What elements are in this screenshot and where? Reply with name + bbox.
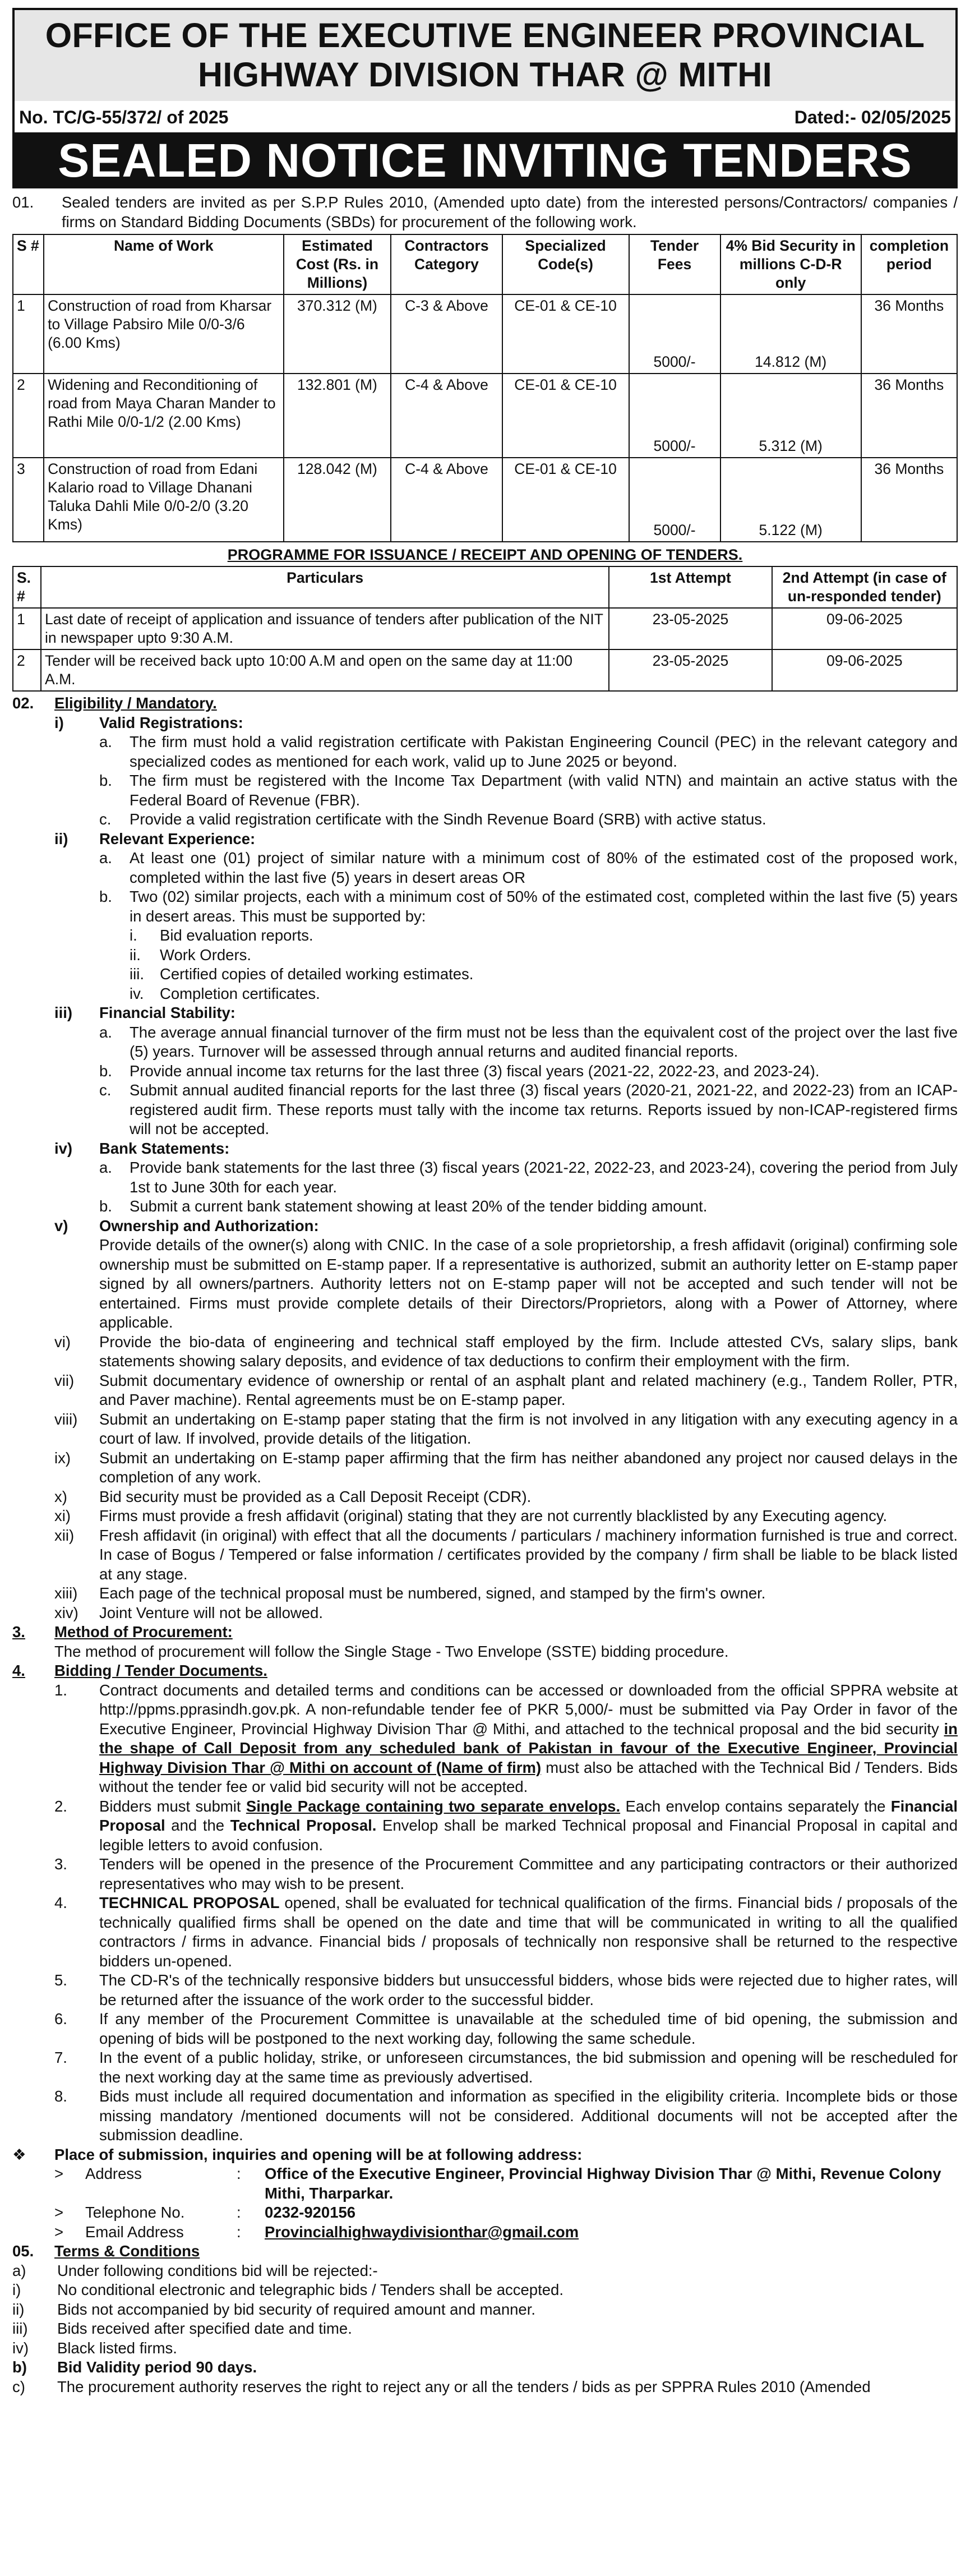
list-item	[12, 1236, 958, 1333]
col-serial: S #	[13, 234, 44, 294]
item-text: Firms must provide a fresh affidavit (original) stating that they are not currently blacklisted by any Executing agency.	[99, 1507, 888, 1524]
subsection-title: Relevant Experience:	[99, 830, 256, 847]
item-text: Bid Validity period 90 days.	[57, 2358, 257, 2376]
item-marker: b.	[99, 1062, 112, 1080]
list-item	[12, 1158, 958, 1197]
text-run: Contract documents and detailed terms and conditions can be accessed or downloaded from the official SPPRA website at http://ppms.pprasindh.gov.pk. A non-refundable tender fee of PKR 5,000/- must be submitted via Pay Order in favor of the Executive Engineer, Provincial Highway Division Thar @ Mithi, and attached to the technical proposal and the bid security	[99, 1681, 958, 1738]
list-item	[12, 1449, 958, 1487]
subsection-number: iv)	[54, 1139, 73, 1157]
table-row	[13, 374, 957, 458]
item-text: Bid security must be provided as a Call Deposit Receipt (CDR).	[99, 1487, 532, 1505]
cell-cost: 132.801 (M)	[284, 374, 391, 458]
cell-codes: CE-01 & CE-10	[502, 374, 629, 458]
telephone-label: Telephone No.	[85, 2204, 185, 2221]
cell-serial: 2	[13, 649, 41, 691]
col-particulars: Particulars	[41, 566, 609, 608]
text-run: Envelop shall be marked Technical proposal and Financial Proposal in capital and legible letters to avoid confusion.	[99, 1817, 958, 1854]
col-name-of-work: Name of Work	[44, 234, 284, 294]
list-item	[12, 1526, 958, 1584]
section-bidding-documents	[12, 1661, 958, 2145]
item-text: Completion certificates.	[160, 984, 320, 1002]
item-marker: b.	[99, 772, 112, 789]
item-text: If any member of the Procurement Committee is unavailable at the scheduled time of bid opening, the submission and opening of bids will be postponed to the next working day, following the same schedule.	[99, 2010, 958, 2047]
item-text	[99, 1797, 958, 1855]
list-item	[12, 1371, 958, 1410]
item-text: Submit an undertaking on E-stamp paper affirming that the firm has neither abandoned any project nor caused delays in the completion of any work.	[99, 1449, 958, 1486]
item-text: Joint Venture will not be allowed.	[99, 1603, 323, 1621]
item-marker: vii)	[54, 1371, 75, 1389]
item-text: Tenders will be opened in the presence of the Procurement Committee and any participating contractors or their authorized representatives who may wish to be present.	[99, 1855, 958, 1892]
text-run: Bidders must submit	[99, 1797, 246, 1815]
section-heading	[12, 2242, 958, 2261]
arrow-icon: >	[54, 2204, 64, 2221]
item-marker: xi)	[54, 1507, 71, 1524]
subsection-heading	[12, 1216, 958, 1236]
item-text: Certified copies of detailed working estimates.	[160, 965, 474, 983]
item-marker: 6.	[54, 2010, 67, 2027]
item-marker: c.	[99, 810, 112, 828]
reference-row	[12, 101, 958, 132]
cell-serial: 3	[13, 458, 44, 542]
text-run: and the	[165, 1817, 230, 1834]
subsection-heading	[12, 713, 958, 733]
list-item	[12, 1081, 958, 1139]
list-item	[12, 2261, 958, 2281]
item-text: Fresh affidavit (in original) with effect that all the documents / particulars / machinery information furnished is true and correct. In case of Bogus / Tempered or false information / certificates provided by the company / firm shall be liable to be black listed at any stage.	[99, 1526, 958, 1583]
cell-category: C-3 & Above	[391, 294, 502, 374]
col-completion-period: completion period	[861, 234, 957, 294]
section-title: Terms & Conditions	[54, 2242, 200, 2260]
table-row	[13, 458, 957, 542]
cell-second-attempt: 09-06-2025	[772, 649, 957, 691]
subsection-heading	[12, 1139, 958, 1159]
text-run: must also be attached with the Technical Bid / Tenders. Bids without the tender fee or valid bid security will not be accepted.	[99, 1758, 958, 1795]
item-marker: iii.	[130, 965, 144, 983]
item-marker: iii)	[12, 2320, 28, 2337]
section-number: 4.	[12, 1662, 25, 1679]
office-title-line2: HIGHWAY DIVISION THAR @ MITHI	[198, 56, 772, 94]
item-text: Black listed firms.	[57, 2339, 177, 2357]
list-item	[12, 2280, 958, 2300]
item-text: The CD-R's of the technically responsive bidders but unsuccessful bidders, whose bids were rejected due to higher rates, will be returned after the issuance of the work order to the successful bidder.	[99, 1971, 958, 2008]
list-item	[12, 2048, 958, 2087]
col-tender-fees: Tender Fees	[629, 234, 720, 294]
item-text: The average annual financial turnover of the firm must not be less than the equivalent cost of the project over the last five (5) years. Turnover will be assessed through annual returns and audited financial reports.	[130, 1023, 958, 1060]
col-estimated-cost: Estimated Cost (Rs. in Millions)	[284, 234, 391, 294]
cell-codes: CE-01 & CE-10	[502, 294, 629, 374]
item-marker: i.	[130, 927, 137, 944]
item-text: Work Orders.	[160, 946, 251, 964]
section-terms-and-conditions	[12, 2242, 958, 2397]
section-heading	[12, 1661, 958, 1681]
item-marker: iv.	[130, 984, 144, 1002]
item-marker: c.	[99, 1081, 112, 1099]
text-run-bold: TECHNICAL PROPOSAL	[99, 1894, 280, 1911]
section-number: 02.	[12, 694, 34, 712]
item-text: At least one (01) project of similar nature with a minimum cost of 80% of the estimated cost of the proposed work, completed within the last five (5) years in desert areas OR	[130, 849, 958, 886]
item-text: Bids received after specified date and time.	[57, 2320, 352, 2337]
programme-table	[12, 566, 958, 692]
section-eligibility	[12, 694, 958, 1623]
item-text: Provide a valid registration certificate with the Sindh Revenue Board (SRB) with active status.	[130, 810, 766, 828]
arrow-icon: >	[54, 2223, 64, 2241]
item-text: Submit an undertaking on E-stamp paper stating that the firm is not involved in any litigation with any executing agency in a court of law. If involved, provide details of the litigation.	[99, 1410, 958, 1447]
item-marker: c)	[12, 2377, 25, 2395]
cell-category: C-4 & Above	[391, 458, 502, 542]
list-item	[12, 1487, 958, 1507]
list-item	[12, 2010, 958, 2048]
diamond-bullet-icon: ❖	[12, 2145, 26, 2163]
text-run-bold: in the shape of Call Deposit from any scheduled bank of Pakistan in favour of the Executive Engineer, Provincial Highway Division Thar @ Mithi on account of (Name of firm)	[99, 1720, 958, 1776]
intro-text: Sealed tenders are invited as per S.P.P Rules 2010, (Amended upto date) from the interested persons/Contractors/ companies / firms on Standard Bidding Documents (SBDs) for procurement of the following work.	[62, 193, 958, 231]
list-item	[12, 1971, 958, 2010]
telephone-row	[12, 2203, 958, 2223]
subsection-title: Bank Statements:	[99, 1139, 230, 1157]
list-item	[12, 1506, 958, 1526]
item-marker: 1.	[54, 1681, 67, 1699]
address-value: Office of the Executive Engineer, Provincial Highway Division Thar @ Mithi, Revenue Colony Mithi, Tharparkar.	[265, 2165, 941, 2202]
subsection-number: ii)	[54, 830, 68, 847]
item-marker: a.	[99, 733, 112, 750]
section-title: Eligibility / Mandatory.	[54, 694, 217, 712]
email-label: Email Address	[85, 2223, 184, 2241]
cell-work-name: Widening and Reconditioning of road from Maya Charan Mander to Rathi Mile 0/0-1/2 (2.00 Kms)	[44, 374, 284, 458]
telephone-value: 0232-920156	[265, 2204, 356, 2221]
item-text: Two (02) similar projects, each with a minimum cost of 50% of the estimated cost, completed within the last five (5) years in desert areas. This must be supported by:	[130, 888, 958, 925]
col-serial: S. #	[13, 566, 41, 608]
text-run: Each envelop contains separately the	[620, 1797, 891, 1815]
text-run-bold: Financial Proposal	[99, 1797, 958, 1834]
item-text: The firm must be registered with the Income Tax Department (with valid NTN) and maintain an active status with the Federal Board of Revenue (FBR).	[130, 772, 958, 809]
colon-separator: :	[237, 2223, 241, 2241]
cell-cost: 128.042 (M)	[284, 458, 391, 542]
item-text: Each page of the technical proposal must be numbered, signed, and stamped by the firm's owner.	[99, 1584, 766, 1602]
list-item	[12, 2300, 958, 2320]
section-place-of-submission	[12, 2145, 958, 2242]
subsection-title: Ownership and Authorization:	[99, 1216, 319, 1234]
intro-paragraph	[12, 193, 958, 232]
cell-second-attempt: 09-06-2025	[772, 608, 957, 649]
subsection-number: v)	[54, 1216, 68, 1234]
list-item	[12, 926, 958, 946]
list-item	[12, 2087, 958, 2145]
cell-cost: 370.312 (M)	[284, 294, 391, 374]
list-item	[12, 984, 958, 1004]
cell-codes: CE-01 & CE-10	[502, 458, 629, 542]
item-text: Bids must include all required documentation and information as specified in the eligibility criteria. Incomplete bids or those missing mandatory /mentioned documents will not be considered. Additional documents will not be accepted after the submission deadline.	[99, 2087, 958, 2144]
item-marker: a.	[99, 849, 112, 867]
table-row	[13, 649, 957, 691]
item-marker: xii)	[54, 1526, 75, 1544]
cell-period: 36 Months	[861, 374, 957, 458]
cell-bid-security: 5.312 (M)	[720, 374, 861, 458]
text-run-bold: Technical Proposal.	[230, 1817, 377, 1834]
cell-work-name: Construction of road from Kharsar to Village Pabsiro Mile 0/0-3/6 (6.00 Kms)	[44, 294, 284, 374]
cell-serial: 1	[13, 608, 41, 649]
item-marker: 2.	[54, 1797, 67, 1815]
item-text: Submit documentary evidence of ownership or rental of an asphalt plant and related machinery (e.g., Tandem Roller, PTR, and Paver machine). Rental agreements must be on E-stamp paper.	[99, 1371, 958, 1408]
item-marker: b.	[99, 888, 112, 905]
item-marker: b)	[12, 2358, 27, 2376]
item-marker: 3.	[54, 1855, 67, 1873]
list-item	[12, 2319, 958, 2339]
item-text: Submit a current bank statement showing at least 20% of the tender bidding amount.	[130, 1197, 708, 1215]
item-marker: b.	[99, 1197, 112, 1215]
cell-particulars: Last date of receipt of application and issuance of tenders after publication of the NIT in newspaper upto 9:30 A.M.	[41, 608, 609, 649]
list-item	[12, 965, 958, 984]
item-marker: viii)	[54, 1410, 78, 1428]
cell-bid-security: 14.812 (M)	[720, 294, 861, 374]
list-item	[12, 2358, 958, 2377]
address-row	[12, 2164, 958, 2203]
item-marker: ix)	[54, 1449, 71, 1467]
item-marker: iv)	[12, 2339, 29, 2357]
item-marker: 8.	[54, 2087, 67, 2105]
section-title: Method of Procurement:	[54, 1623, 233, 1640]
item-marker: i)	[12, 2281, 21, 2298]
works-table	[12, 234, 958, 542]
list-item	[12, 1642, 958, 1662]
item-marker: ii)	[12, 2300, 25, 2318]
cell-fees: 5000/-	[629, 294, 720, 374]
item-marker: vi)	[54, 1333, 71, 1351]
list-item	[12, 1023, 958, 1062]
list-item	[12, 732, 958, 771]
reference-number: No. TC/G-55/372/ of 2025	[19, 107, 229, 127]
list-item	[12, 1855, 958, 1893]
cell-first-attempt: 23-05-2025	[609, 649, 772, 691]
item-marker: xiii)	[54, 1584, 78, 1602]
item-marker: 4.	[54, 1894, 67, 1911]
list-item	[12, 849, 958, 887]
table-row	[13, 608, 957, 649]
item-text: The method of procurement will follow the Single Stage - Two Envelope (SSTE) bidding procedure.	[54, 1642, 729, 1660]
cell-serial: 2	[13, 374, 44, 458]
col-first-attempt: 1st Attempt	[609, 566, 772, 608]
item-text: Bids not accompanied by bid security of required amount and manner.	[57, 2300, 535, 2318]
section-number: 05.	[12, 2242, 34, 2260]
cell-fees: 5000/-	[629, 374, 720, 458]
works-table-header	[13, 234, 957, 294]
office-title-line1: OFFICE OF THE EXECUTIVE ENGINEER PROVINCIAL	[45, 16, 925, 54]
col-second-attempt: 2nd Attempt (in case of un-responded tender)	[772, 566, 957, 608]
list-item	[12, 810, 958, 830]
list-item	[12, 1410, 958, 1449]
item-marker: 7.	[54, 2049, 67, 2066]
list-item	[12, 2377, 958, 2397]
section-heading	[12, 694, 958, 713]
subsection-number: i)	[54, 713, 64, 731]
email-value: Provincialhighwaydivisionthar@gmail.com	[265, 2223, 579, 2241]
subsection-title: Valid Registrations:	[99, 713, 243, 731]
col-contractors-category: Contractors Category	[391, 234, 502, 294]
list-item	[12, 1584, 958, 1603]
cell-first-attempt: 23-05-2025	[609, 608, 772, 649]
cell-particulars: Tender will be received back upto 10:00 A.M and open on the same day at 11:00 A.M.	[41, 649, 609, 691]
colon-separator: :	[237, 2204, 241, 2221]
subsection-heading	[12, 1003, 958, 1023]
list-item	[12, 1062, 958, 1081]
cell-work-name: Construction of road from Edani Kalario road to Village Dhanani Taluka Dahli Mile 0/0-2/0 (3.20 Kms)	[44, 458, 284, 542]
item-text: Provide annual income tax returns for the last three (3) fiscal years (2021-22, 2022-23, and 2023-24).	[130, 1062, 820, 1080]
section-title: Place of submission, inquiries and opening will be at following address:	[54, 2145, 583, 2163]
address-label: Address	[85, 2165, 142, 2182]
item-marker: 5.	[54, 1971, 67, 1989]
item-text: Provide details of the owner(s) along with CNIC. In the case of a sole proprietorship, a fresh affidavit (original) confirming sole ownership must be submitted on E-stamp paper. If a representative is authorized, submit an authority letter on E-stamp paper signed by all owners/partners. Authority letters not on E-stamp paper will not be accepted and such tender will not be entertained. Firms must provide complete details of their Directors/Proprietors, along with a Power of Attorney, where applicable.	[99, 1236, 958, 1331]
item-marker: a)	[12, 2261, 26, 2279]
list-item	[12, 2339, 958, 2358]
section-heading	[12, 2145, 958, 2165]
office-header	[12, 8, 958, 101]
cell-serial: 1	[13, 294, 44, 374]
section-title: Bidding / Tender Documents.	[54, 1662, 267, 1679]
cell-period: 36 Months	[861, 294, 957, 374]
arrow-icon: >	[54, 2165, 64, 2182]
col-specialized-codes: Specialized Code(s)	[502, 234, 629, 294]
item-marker: a.	[99, 1159, 112, 1176]
item-marker: x)	[54, 1487, 67, 1505]
item-marker: ii.	[130, 946, 141, 964]
list-item	[12, 946, 958, 965]
item-text: Provide the bio-data of engineering and technical staff employed by the firm. Include attested CVs, salary slips, bank statements showing salary deposits, and evidence of tax deductions to confirm their employment with the firm.	[99, 1333, 958, 1370]
notice-date: Dated:- 02/05/2025	[794, 107, 951, 127]
item-text: Bid evaluation reports.	[160, 927, 313, 944]
programme-table-header	[13, 566, 957, 608]
intro-number: 01.	[12, 193, 34, 211]
item-text: The procurement authority reserves the right to reject any or all the tenders / bids as per SPPRA Rules 2010 (Amended	[57, 2377, 871, 2395]
email-row	[12, 2223, 958, 2242]
colon-separator: :	[237, 2165, 241, 2182]
table-row	[13, 294, 957, 374]
list-item	[12, 1797, 958, 1855]
programme-title: PROGRAMME FOR ISSUANCE / RECEIPT AND OPENING OF TENDERS.	[227, 546, 743, 563]
subsection-number: iii)	[54, 1004, 73, 1021]
item-marker: xiv)	[54, 1603, 78, 1621]
cell-bid-security: 5.122 (M)	[720, 458, 861, 542]
list-item	[12, 1893, 958, 1971]
item-text: Submit annual audited financial reports for the last three (3) fiscal years (2020-21, 2021-22, and 2022-23) from an ICAP-registered audit firm. These reports must tally with the income tax returns. Reports issued by non-ICAP-registered firms will not be accepted.	[130, 1081, 958, 1137]
list-item	[12, 1681, 958, 1797]
col-bid-security: 4% Bid Security in millions C-D-R only	[720, 234, 861, 294]
cell-period: 36 Months	[861, 458, 957, 542]
subsection-heading	[12, 830, 958, 849]
item-text: Provide bank statements for the last three (3) fiscal years (2021-22, 2022-23, and 2023-24), covering the period from July 1st to June 30th for each year.	[130, 1159, 958, 1196]
item-text: No conditional electronic and telegraphic bids / Tenders shall be accepted.	[57, 2281, 563, 2298]
list-item	[12, 1197, 958, 1216]
subsection-title: Financial Stability:	[99, 1004, 235, 1021]
section-heading	[12, 1623, 958, 1642]
item-text: Under following conditions bid will be rejected:-	[57, 2261, 378, 2279]
notice-banner: SEALED NOTICE INVITING TENDERS	[12, 132, 958, 188]
section-method-of-procurement	[12, 1623, 958, 1661]
section-number: 3.	[12, 1623, 25, 1640]
cell-category: C-4 & Above	[391, 374, 502, 458]
list-item	[12, 1333, 958, 1371]
item-marker: a.	[99, 1023, 112, 1041]
text-run-bold: Single Package containing two separate envelops.	[246, 1797, 621, 1815]
item-text	[99, 1681, 958, 1797]
list-item	[12, 887, 958, 926]
text-run: opened, shall be evaluated for technical qualification of the firms. Financial bids / proposals of the technically qualified firms shall be opened on the date and time that will be communicated in writing to all the qualified contractors / firms in advance. Financial bids / proposals of technically non responsive shall be returned to the respective bidders un-opened.	[99, 1894, 958, 1970]
item-text: The firm must hold a valid registration certificate with Pakistan Engineering Council (PEC) in the relevant category and specialized codes as mentioned for each work, valid up to June 2025 or beyond.	[130, 733, 958, 770]
list-item	[12, 1603, 958, 1623]
list-item	[12, 771, 958, 810]
cell-fees: 5000/-	[629, 458, 720, 542]
item-text	[99, 1893, 958, 1971]
item-text: In the event of a public holiday, strike, or unforeseen circumstances, the bid submission and opening will be rescheduled for the next working day at the same time as previously advertised.	[99, 2049, 958, 2086]
